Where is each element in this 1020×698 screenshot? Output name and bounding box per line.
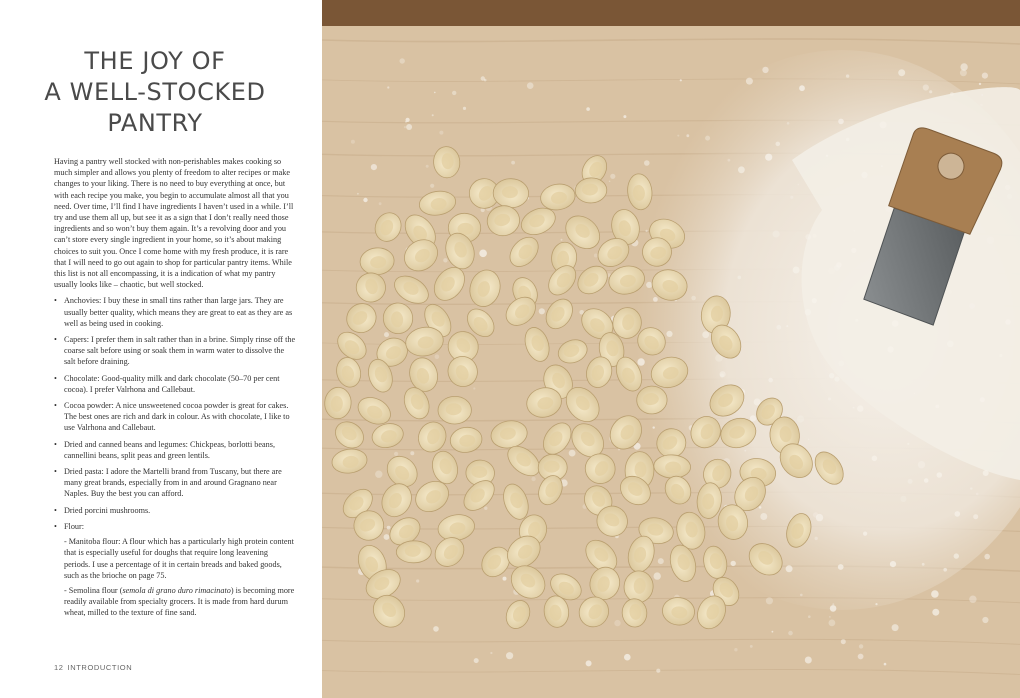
flour-speck <box>452 91 456 95</box>
flour-speck <box>623 115 626 118</box>
flour-speck <box>387 86 389 88</box>
flour-speck <box>875 603 877 605</box>
flour-speck <box>746 78 753 85</box>
flour-speck <box>950 92 954 96</box>
title-line-2: A WELL-STOCKED <box>44 78 266 106</box>
bullet-icon: • <box>54 439 57 449</box>
flour-speck <box>686 134 689 137</box>
flour-speck <box>898 69 905 76</box>
flour-speck <box>983 470 989 476</box>
flour-speck <box>734 648 737 651</box>
flour-speck <box>586 107 590 111</box>
flour-speck <box>923 84 929 90</box>
flour-speck <box>773 230 780 237</box>
flour-speck <box>394 452 398 456</box>
list-item-text: Chocolate: Good-quality milk and dark chocolate (50–70 per cent cocoa). I prefer Valrhona and Callebaut. <box>64 373 280 394</box>
flour-speck <box>527 82 534 89</box>
flour-speck <box>859 644 863 648</box>
flour-speck <box>872 456 878 462</box>
title-line-1: THE JOY OF <box>84 47 226 75</box>
list-item <box>54 373 296 395</box>
bullet-icon: • <box>54 335 57 345</box>
flour-speck <box>855 319 858 322</box>
flour-speck <box>744 450 746 452</box>
flour-speck <box>846 74 849 77</box>
flour-speck <box>539 308 545 314</box>
flour-speck <box>838 119 844 125</box>
flour-speck <box>999 354 1002 357</box>
flour-speck <box>798 184 800 186</box>
flour-speck <box>786 565 793 572</box>
page-footer <box>54 663 136 672</box>
flour-speck <box>410 451 414 455</box>
flour-speck <box>931 590 939 598</box>
flour-speck <box>793 267 800 274</box>
flour-speck <box>357 193 359 195</box>
flour-speck <box>511 161 515 165</box>
flour-speck <box>853 407 855 409</box>
flour-speck <box>705 136 710 141</box>
flour-speck <box>610 174 615 179</box>
flour-speck <box>808 615 811 618</box>
flour-speck <box>829 620 836 627</box>
flour-speck <box>834 377 839 382</box>
flour-speck <box>400 58 405 63</box>
flour-speck <box>929 90 932 93</box>
flour-speck <box>351 140 355 144</box>
flour-speck <box>384 332 389 337</box>
list-item <box>54 439 296 461</box>
flour-speck <box>908 479 913 484</box>
flour-speck <box>829 373 834 378</box>
flour-speck <box>768 378 773 383</box>
flour-speck <box>960 69 967 76</box>
flour-speck <box>813 512 818 517</box>
flour-speck <box>776 142 781 147</box>
section-name: INTRODUCTION <box>67 663 133 672</box>
flour-speck <box>506 652 513 659</box>
flour-speck <box>828 268 835 275</box>
orecchiette-piece <box>493 178 529 208</box>
flour-speck <box>788 631 793 636</box>
bullet-icon: • <box>54 521 57 531</box>
flour-speck <box>937 472 943 478</box>
flour-speck <box>738 166 745 173</box>
flour-speck <box>987 236 995 244</box>
flour-speck <box>981 94 983 96</box>
flour-speck <box>387 526 391 530</box>
flour-speck <box>979 83 981 85</box>
flour-speck <box>976 493 979 496</box>
flour-speck <box>569 450 576 457</box>
intro-paragraph: Having a pantry well stocked with non-perishables makes cooking so much simpler and allows you plenty of freedom to alter recipes or make changes to your liking. There is no need to buy everything at once, but with each recipe you make, you begin to accumulate almost all that you need. Over time, I’ll find I have ingredients I haven’t used in a while. I’ll try and use them all up, but see it as a sign that I don’t really need those ingredients and so won’t buy them again. It’s a revolving door and you can’t store every single ingredient in your home, so it’s about making choices to suit you. Once I come home with my fresh produce, it is rare that I will need to go out again to shop for particular pantry items. While this list is not all encompassing, it is a indication of what my pantry usually looks like – chaotic, but well stocked. <box>54 157 294 290</box>
flour-speck <box>797 415 804 422</box>
body-text <box>54 156 296 624</box>
list-item-text: Cocoa powder: A nice unsweetened cocoa powder is great for cakes. The best ones are rich and dark in colour. As with chocolate, I like to use Valrhona and Callebaut. <box>64 401 290 433</box>
flour-speck <box>846 138 850 142</box>
flour-speck <box>1005 185 1010 190</box>
flour-speck <box>750 645 753 648</box>
flour-speck <box>759 506 762 509</box>
flour-speck <box>765 154 772 161</box>
flour-speck <box>828 397 831 400</box>
flour-speck <box>406 118 410 122</box>
flour-speck <box>474 658 479 663</box>
page-number: 12 <box>54 663 64 672</box>
bullet-icon: • <box>54 401 57 411</box>
list-item-text: Dried porcini mushrooms. <box>64 505 151 515</box>
flour-speck <box>666 331 672 337</box>
list-item-text: Dried pasta: I adore the Martelli brand from Tuscany, but there are many great brands, especially from in and around Gragnano near Naples. Buy the best you can afford. <box>64 467 282 499</box>
flour-speck <box>969 303 975 309</box>
flour-speck <box>433 626 439 632</box>
list-item <box>54 521 296 619</box>
flour-speck <box>970 487 972 489</box>
flour-speck <box>404 126 406 128</box>
flour-speck <box>738 276 742 280</box>
flour-speck <box>982 73 988 79</box>
flour-speck <box>892 320 899 327</box>
flour-speck <box>857 405 863 411</box>
bullet-icon: • <box>54 373 57 383</box>
list-item <box>54 334 296 368</box>
flour-speck <box>484 507 487 510</box>
flour-speck <box>416 579 419 582</box>
flour-speck <box>760 513 767 520</box>
flour-speck <box>702 331 709 338</box>
flour-speck <box>832 603 834 605</box>
list-item-text: Capers: I prefer them in salt rather than in a brine. Simply rinse off the coarse salt before using or soak them in warm water to dissolve the salt before draining. <box>64 335 296 367</box>
flour-speck <box>918 461 925 468</box>
flour-speck <box>750 415 756 421</box>
flour-speck <box>858 654 864 660</box>
flour-speck <box>363 198 367 202</box>
orecchiette-piece <box>396 540 431 563</box>
flour-speck <box>430 184 434 188</box>
flour-speck <box>880 121 887 128</box>
flour-speck <box>907 443 909 445</box>
flour-speck <box>720 371 726 377</box>
list-item-text: Anchovies: I buy these in small tins rather than large jars. They are usually better quality, which means they are great to eat as they are as well as being used in cooking. <box>64 296 293 328</box>
flour-speck <box>805 309 811 315</box>
flour-speck <box>829 616 831 618</box>
flour-speck <box>826 155 828 157</box>
flour-speck <box>884 663 887 666</box>
flour-speck <box>914 393 916 395</box>
page-title <box>20 46 290 139</box>
flour-speck <box>924 478 929 483</box>
flour-speck <box>728 159 731 162</box>
flour-speck <box>890 561 896 567</box>
flour-speck <box>861 172 867 178</box>
flour-speck <box>980 397 985 402</box>
flour-speck <box>838 361 844 367</box>
list-item <box>54 466 296 500</box>
flour-speck <box>654 572 661 579</box>
flour-speck <box>434 92 436 94</box>
flour-speck <box>838 564 844 570</box>
flour-speck <box>766 597 773 604</box>
flour-speck <box>586 660 592 666</box>
left-page <box>0 0 322 698</box>
flour-speck <box>644 160 650 166</box>
flour-speck <box>787 122 790 125</box>
flour-speck <box>943 568 947 572</box>
flour-speck <box>479 250 487 258</box>
flour-speck <box>435 354 440 359</box>
flour-speck <box>892 624 899 631</box>
list-item <box>54 400 296 434</box>
flour-speck <box>948 290 952 294</box>
flour-speck <box>947 341 954 348</box>
flour-speck <box>484 79 487 82</box>
flour-speck <box>815 537 818 540</box>
flour-speck <box>653 426 655 428</box>
flour-speck <box>677 135 679 137</box>
flour-speck <box>637 358 644 365</box>
flour-speck <box>371 164 377 170</box>
flour-speck <box>786 325 788 327</box>
flour-speck <box>790 196 793 199</box>
orecchiette-photo <box>322 0 1020 698</box>
flour-speck <box>490 652 492 654</box>
title-line-3: PANTRY <box>107 109 203 137</box>
flour-speck <box>614 620 620 626</box>
flour-speck <box>808 439 810 441</box>
pantry-list <box>54 295 296 618</box>
flour-speck <box>426 165 429 168</box>
flour-speck <box>473 387 475 389</box>
list-item <box>54 295 296 329</box>
flour-speck <box>762 67 768 73</box>
flour-speck <box>658 558 664 564</box>
bullet-icon: • <box>54 296 57 306</box>
flour-speck <box>935 405 938 408</box>
flour-speck <box>645 230 647 232</box>
flour-speck <box>646 282 652 288</box>
flour-speck <box>443 258 447 262</box>
flour-speck <box>594 254 598 258</box>
flour-speck <box>863 532 867 536</box>
flour-speck <box>384 534 390 540</box>
list-item-text: Dried and canned beans and legumes: Chickpeas, borlotti beans, cannellini beans, split peas and green lentils. <box>64 439 275 460</box>
flour-speck <box>932 609 939 616</box>
flour-speck <box>973 514 978 519</box>
flour-speck <box>799 85 805 91</box>
flour-speck <box>812 298 817 303</box>
flour-speck <box>800 594 803 597</box>
flour-speck <box>772 631 774 633</box>
flour-speck <box>805 657 812 664</box>
flour-speck <box>1007 194 1012 199</box>
flour-manitoba: - Manitoba flour: A flour which has a particularly high protein content that is especially useful for doughs that require long leavening periods. I use a percentage of it in certain breads and baked goods, such as the brioche on page 75. <box>64 537 294 580</box>
flour-speck <box>656 669 660 673</box>
flour-speck <box>463 107 466 110</box>
semolina-suffix: ) is becoming more readily available from specialty grocers. It is made from hard durum wheat, milled to the texture of fine sand. <box>64 585 295 618</box>
bullet-icon: • <box>54 505 57 515</box>
flour-speck <box>375 471 382 478</box>
flour-speck <box>379 202 382 205</box>
flour-speck <box>406 124 412 130</box>
flour-speck <box>984 554 990 560</box>
flour-speck <box>432 114 434 116</box>
flour-speck <box>900 496 906 502</box>
flour-speck <box>731 561 736 566</box>
flour-speck <box>881 165 883 167</box>
flour-speck <box>561 239 563 241</box>
flour-speck <box>813 234 817 238</box>
semolina-italian-name: semola di grano duro rimacinato <box>122 585 231 595</box>
flour-speck <box>922 563 925 566</box>
flour-speck <box>609 181 611 183</box>
list-item-text: Flour: <box>64 521 85 531</box>
list-item <box>54 505 296 516</box>
flour-speck <box>691 296 696 301</box>
bullet-icon: • <box>54 467 57 477</box>
flour-speck <box>887 346 893 352</box>
flour-speck <box>836 262 842 268</box>
flour-speck <box>955 511 961 517</box>
flour-speck <box>830 605 837 612</box>
flour-speck <box>982 617 988 623</box>
flour-speck <box>1005 319 1011 325</box>
flour-speck <box>503 577 507 581</box>
flour-speck <box>805 234 811 240</box>
flour-speck <box>624 654 631 661</box>
flour-speck <box>776 325 781 330</box>
flour-semolina <box>64 585 296 619</box>
flour-speck <box>980 104 983 107</box>
flour-speck <box>841 639 846 644</box>
flour-speck <box>439 131 443 135</box>
flour-speck <box>653 297 658 302</box>
flour-speck <box>851 248 856 253</box>
right-page-photo <box>322 0 1020 698</box>
wood-table-edge <box>322 0 1020 26</box>
flour-speck <box>680 79 682 81</box>
flour-speck <box>969 596 976 603</box>
flour-speck <box>854 230 856 232</box>
flour-speck <box>531 477 535 481</box>
flour-speck <box>954 553 959 558</box>
semolina-prefix: - Semolina flour ( <box>64 585 123 595</box>
